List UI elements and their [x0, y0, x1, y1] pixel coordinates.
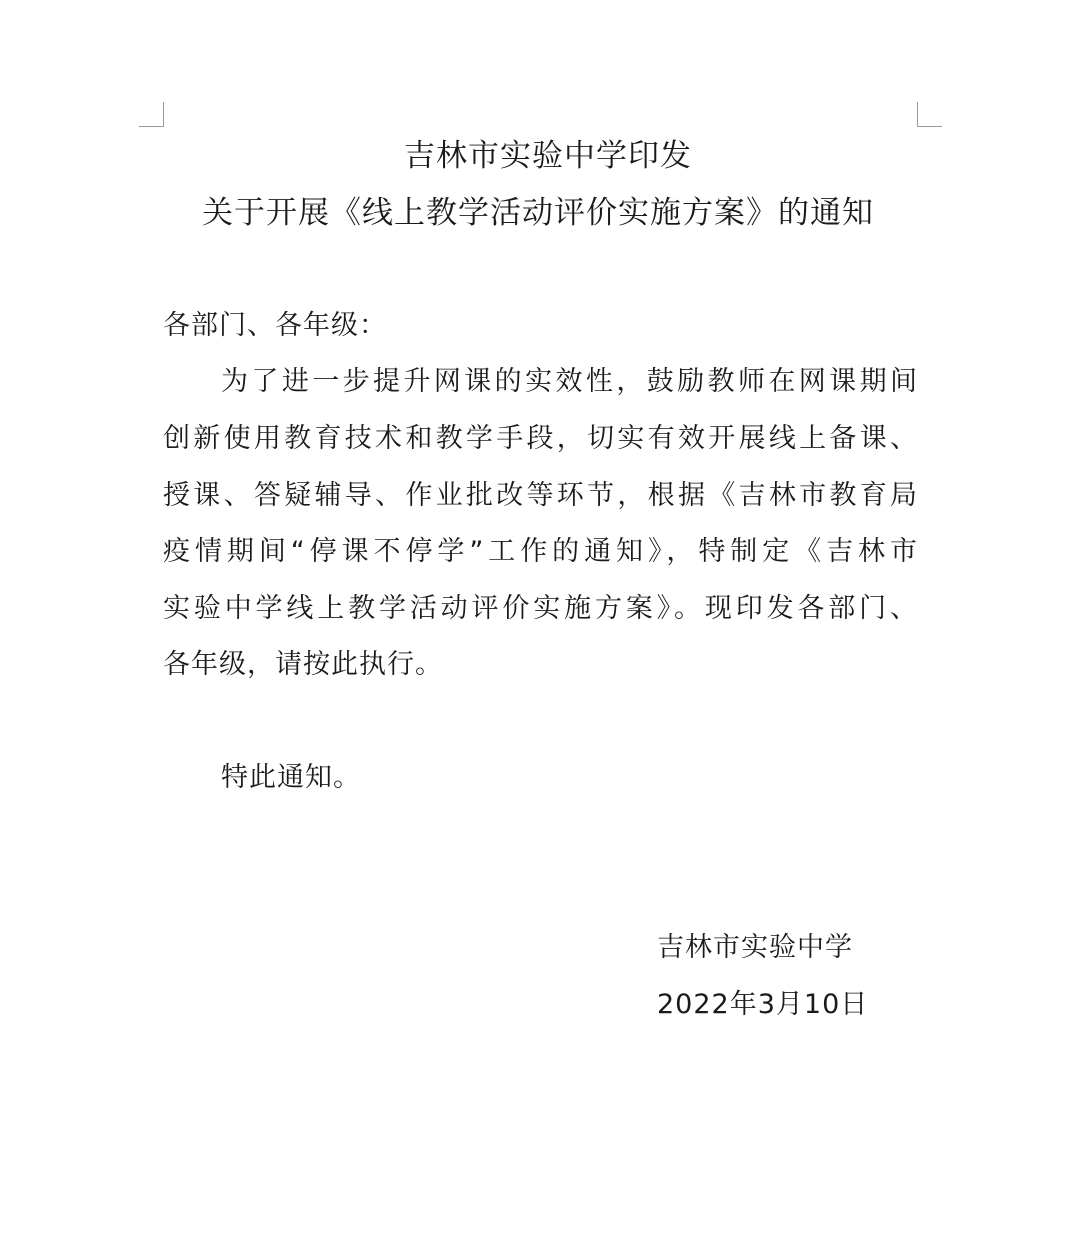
body-line: 授课、答疑辅导、作业批改等环节，根据《吉林市教育局: [163, 480, 918, 511]
body-line: 疫情期间“停课不停学”工作的通知》，特制定《吉林市: [163, 536, 918, 567]
body-line: 创新使用教育技术和教学手段，切实有效开展线上备课、: [163, 423, 918, 454]
page-corner-mark-top-right: [917, 102, 942, 127]
salutation: 各部门、各年级：: [163, 310, 387, 341]
closing-remark: 特此通知。: [221, 762, 361, 793]
body-line: 各年级，请按此执行。: [163, 649, 443, 680]
signature-date: 2022年3月10日: [657, 989, 869, 1020]
body-line: 实验中学线上教学活动评价实施方案》。现印发各部门、: [163, 593, 918, 624]
document-title-line-2: 关于开展《线上教学活动评价实施方案》的通知: [202, 195, 874, 231]
page-corner-mark-top-left: [139, 102, 164, 127]
signature-organization: 吉林市实验中学: [657, 932, 853, 963]
document-title-line-1: 吉林市实验中学印发: [404, 138, 692, 174]
body-line: 为了进一步提升网课的实效性，鼓励教师在网课期间: [221, 366, 918, 397]
